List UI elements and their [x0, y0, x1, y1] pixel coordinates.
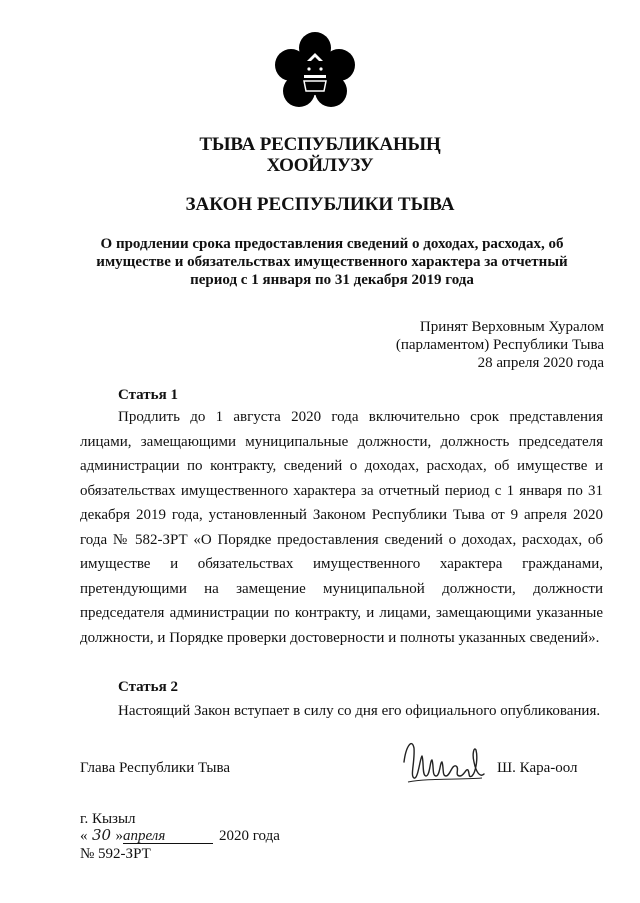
- signatory-name: Ш. Кара-оол: [497, 760, 578, 776]
- republic-title-line2: ХООЙЛУЗУ: [266, 155, 374, 176]
- date-day-handwritten: 30: [91, 826, 112, 844]
- date-open-quote: «: [80, 828, 88, 844]
- republic-title-line1: ТЫВА РЕСПУБЛИКАНЫҢ: [199, 134, 441, 155]
- signatory-role: Глава Республики Тыва: [80, 760, 231, 776]
- emblem-icon: [274, 31, 356, 113]
- date-line: [80, 826, 280, 845]
- city-line: г. Кызыл: [80, 811, 136, 827]
- handwritten-signature: [398, 728, 488, 790]
- adoption-date: 28 апреля 2020 года: [477, 355, 604, 371]
- law-number: № 592-ЗРТ: [80, 846, 151, 862]
- article-2-heading: Статья 2: [118, 679, 178, 695]
- adoption-note: [304, 318, 604, 372]
- article-1-heading: Статья 1: [118, 387, 178, 403]
- date-close-quote: »: [115, 828, 123, 844]
- date-month-handwritten: апреля: [123, 829, 213, 844]
- date-year: 2020 года: [219, 828, 280, 844]
- article-2-body: Настоящий Закон вступает в силу со дня его официального опубликования.: [118, 703, 601, 719]
- article-1-body: Продлить до 1 августа 2020 года включительно срок представления лицами, замещающими муниципальные должности, должность председателя администрации по контракту, сведений о доходах, расходах, об имуществе и обязательствах имущественного характера за отчетный период с 1 января по 31 декабря 2019 года, установленный Законом Республики Тыва от 9 апреля 2020 года № 582-ЗРТ «О Порядке предоставления сведений о доходах, расходах, об имуществе и обязательствах имущественного характера гражданами, претендующими на замещение муниципальной должности, должности председателя администрации по контракту, и лицами, замещающими указанные должности, и Порядке проверки достоверности и полноты указанных сведений».: [80, 409, 603, 646]
- adoption-line-2: (парламентом) Республики Тыва: [395, 337, 604, 353]
- adoption-line-1: Принят Верховным Хуралом: [419, 319, 604, 335]
- law-title: ЗАКОН РЕСПУБЛИКИ ТЫВА: [185, 194, 455, 215]
- law-subject: О продлении срока предоставления сведений о доходах, расходах, об имуществе и обязательствах имущественного характера за отчетный период с 1 января по 31 декабря 2019 года: [96, 236, 568, 288]
